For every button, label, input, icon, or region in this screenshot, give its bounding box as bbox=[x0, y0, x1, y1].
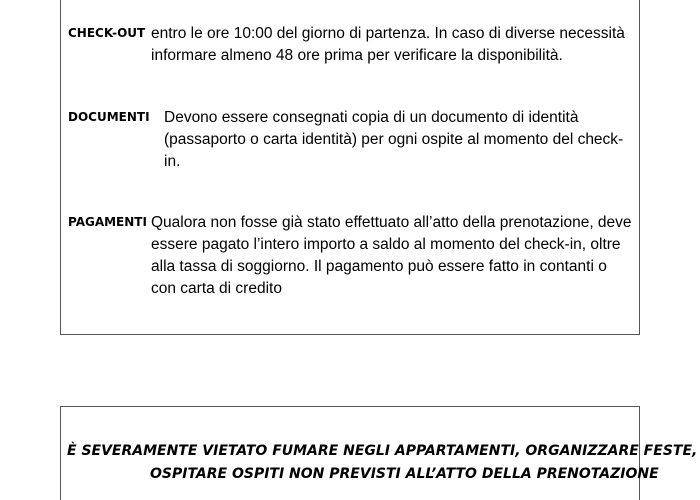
documenti-text: Devono essere consegnati copia di un documento di identità (passaporto o carta identità) per ogni ospite al momento del check-in. bbox=[164, 109, 624, 170]
checkout-label: CHECK-OUT bbox=[68, 26, 146, 40]
pagamenti-label: PAGAMENTI bbox=[68, 215, 147, 229]
documenti-label: DOCUMENTI bbox=[68, 110, 150, 124]
rules-box bbox=[60, 0, 640, 335]
warning-text: È SEVERAMENTE VIETATO FUMARE NEGLI APPARTAMENTI, ORGANIZZARE FESTE, OSPITARE OSPITI NON PREVISTI ALL’ATTO DELLA PRENOTAZIONE bbox=[67, 443, 698, 482]
pagamenti-text: Qualora non fosse già stato effettuato all’atto della prenotazione, deve essere pagato l’intero importo a saldo al momento del check-in, oltre alla tassa di soggiorno. Il pagamento può essere fatto in contanti o con carta di credito bbox=[151, 214, 632, 297]
warning-box bbox=[60, 406, 698, 500]
checkout-text: entro le ore 10:00 del giorno di partenza. In caso di diverse necessità informare almeno 48 ore prima per verificare la disponibilità. bbox=[151, 25, 625, 64]
